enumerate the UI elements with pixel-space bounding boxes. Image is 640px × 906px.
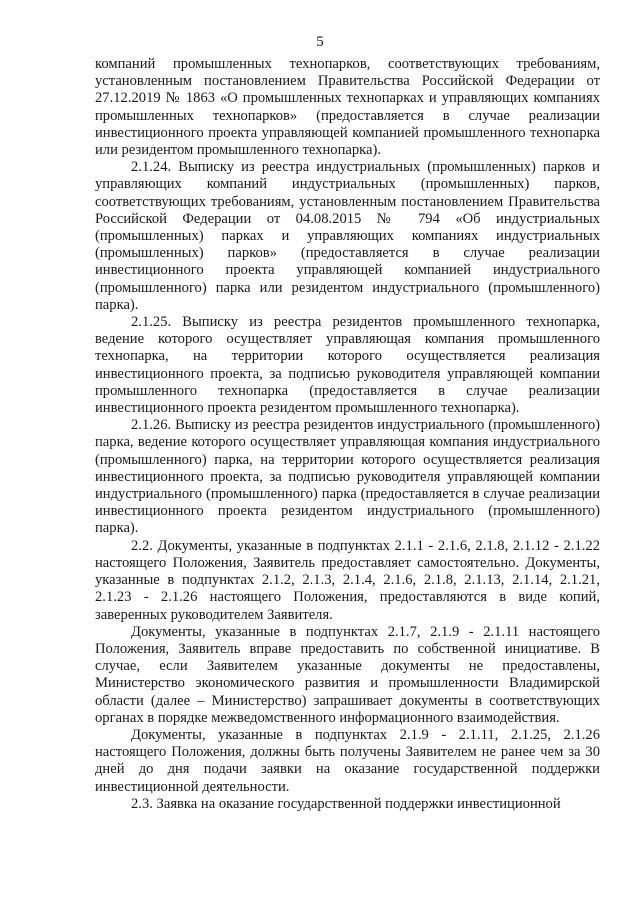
- paragraph-2-1-25: 2.1.25. Выписку из реестра резидентов промышленного технопарка, ведение которого осуществляет управляющая компания промышленного технопарка, на территории которого осуществляется реализация инвестиционного проекта, за подписью руководителя управляющей компании промышленного технопарка (предоставляется в случае реализации инвестиционного проекта резидентом промышленного технопарка).: [95, 314, 600, 417]
- paragraph-continued: компаний промышленных технопарков, соответствующих требованиям, установленным постановлением Правительства Российской Федерации от 27.12.2019 № 1863 «О промышленных технопарках и управляющих компаниях промышленных технопарков» (предоставляется в случае реализации инвестиционного проекта управляющей компанией промышленного технопарка или резидентом промышленного технопарка).: [95, 56, 600, 159]
- paragraph-documents-deadline: Документы, указанные в подпунктах 2.1.9 - 2.1.11, 2.1.25, 2.1.26 настоящего Положения, должны быть получены Заявителем не ранее чем за 30 дней до дня подачи заявки на оказание государственной поддержки инвестиционной деятельности.: [95, 726, 600, 795]
- paragraph-2-1-24: 2.1.24. Выписку из реестра индустриальных (промышленных) парков и управляющих компаний индустриальных (промышленных) парков, соответствующих требованиям, установленным постановлением Правительства Российской Федерации от 04.08.2015 № 794 «Об индустриальных (промышленных) парках и управляющих компаниях индустриальных (промышленных) парков» (предоставляется в случае реализации инвестиционного проекта управляющей компанией индустриального (промышленного) парка или резидентом индустриального (промышленного) парка).: [95, 159, 600, 313]
- document-body: [95, 56, 600, 813]
- paragraph-2-3: 2.3. Заявка на оказание государственной поддержки инвестиционной: [131, 795, 561, 812]
- page-number: 5: [316, 34, 324, 50]
- paragraph-2-1-26: 2.1.26. Выписку из реестра резидентов индустриального (промышленного) парка, ведение которого осуществляет управляющая компания индустриального (промышленного) парка, на территории которого осуществляется реализация инвестиционного проекта, за подписью руководителя управляющей компании индустриального (промышленного) парка (предоставляется в случае реализации инвестиционного проекта резидентом индустриального (промышленного) парка).: [95, 417, 600, 537]
- paragraph-documents-initiative: Документы, указанные в подпунктах 2.1.7, 2.1.9 - 2.1.11 настоящего Положения, Заявитель вправе предоставить по собственной инициативе. В случае, если Заявителем указанные документы не предоставлены, Министерство экономического развития и промышленности Владимирской области (далее – Министерство) запрашивает документы в соответствующих органах в порядке межведомственного информационного взаимодействия.: [95, 623, 600, 726]
- paragraph-2-2: 2.2. Документы, указанные в подпунктах 2.1.1 - 2.1.6, 2.1.8, 2.1.12 - 2.1.22 настоящего Положения, Заявитель предоставляет самостоятельно. Документы, указанные в подпунктах 2.1.2, 2.1.3, 2.1.4, 2.1.6, 2.1.8, 2.1.13, 2.1.14, 2.1.21, 2.1.23 - 2.1.26 настоящего Положения, предоставляются в виде копий, заверенных руководителем Заявителя.: [95, 537, 600, 623]
